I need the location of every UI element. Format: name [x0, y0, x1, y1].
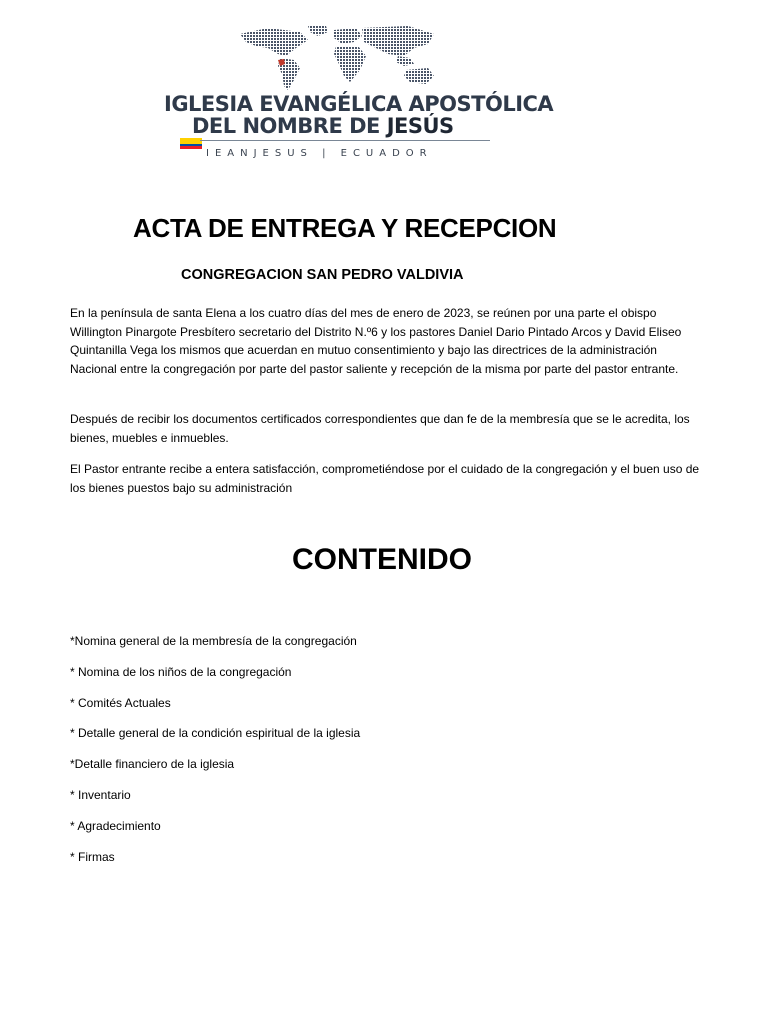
paragraph-1: En la península de santa Elena a los cuatro días del mes de enero de 2023, se reúnen por una parte el obispo Willington Pinargote Presbítero secretario del Distrito N.º6 y los pastores Daniel Dario Pintado Arcos y David Eliseo Quintanilla Vega los mismos que acuerdan en mutuo consentimiento y bajo las directrices de la administración Nacional entre la congregación por parte del pastor saliente y recepción de la misma por parte del pastor entrante. [70, 306, 682, 376]
logo-title-line2-emphasis: JESÚS [386, 114, 454, 138]
logo-subtitle-org: IEANJESUS [206, 148, 313, 159]
list-item: *Nomina general de la membresía de la congregación [70, 634, 357, 648]
logo-title-line1: IGLESIA EVANGÉLICA APOSTÓLICA [164, 92, 554, 116]
document-subtitle: CONGREGACION SAN PEDRO VALDIVIA [181, 267, 464, 283]
contents-list [70, 632, 360, 878]
world-map-icon [238, 26, 438, 92]
logo-subtitle [206, 148, 433, 159]
list-item: * Inventario [70, 787, 131, 802]
paragraph-3: El Pastor entrante recibe a entera satisfacción, comprometiéndose por el cuidado de la congregación y el buen uso de los bienes puestos bajo su administración [70, 462, 700, 495]
list-item: * Agradecimiento [70, 818, 161, 833]
logo-subtitle-country: ECUADOR [340, 148, 433, 159]
church-logo [160, 26, 554, 176]
ecuador-flag-icon [180, 138, 202, 149]
logo-subtitle-separator: | [322, 148, 332, 159]
paragraph-2: Después de recibir los documentos certificados correspondientes que dan fe de la membresía que se le acredita, los bienes, muebles e inmuebles. [70, 412, 690, 445]
list-item: *Detalle financiero de la iglesia [70, 757, 235, 772]
logo-title-line2-text: DEL NOMBRE DE [192, 114, 387, 138]
contents-heading: CONTENIDO [292, 543, 472, 576]
logo-divider [200, 140, 490, 141]
list-item: * Firmas [70, 849, 115, 864]
list-item: * Comités Actuales [70, 695, 171, 710]
document-title: ACTA DE ENTREGA Y RECEPCION [133, 213, 557, 243]
list-item: * Detalle general de la condición espiritual de la iglesia [70, 726, 361, 741]
list-item: * Nomina de los niños de la congregación [70, 664, 292, 679]
logo-title-line2 [192, 114, 454, 138]
